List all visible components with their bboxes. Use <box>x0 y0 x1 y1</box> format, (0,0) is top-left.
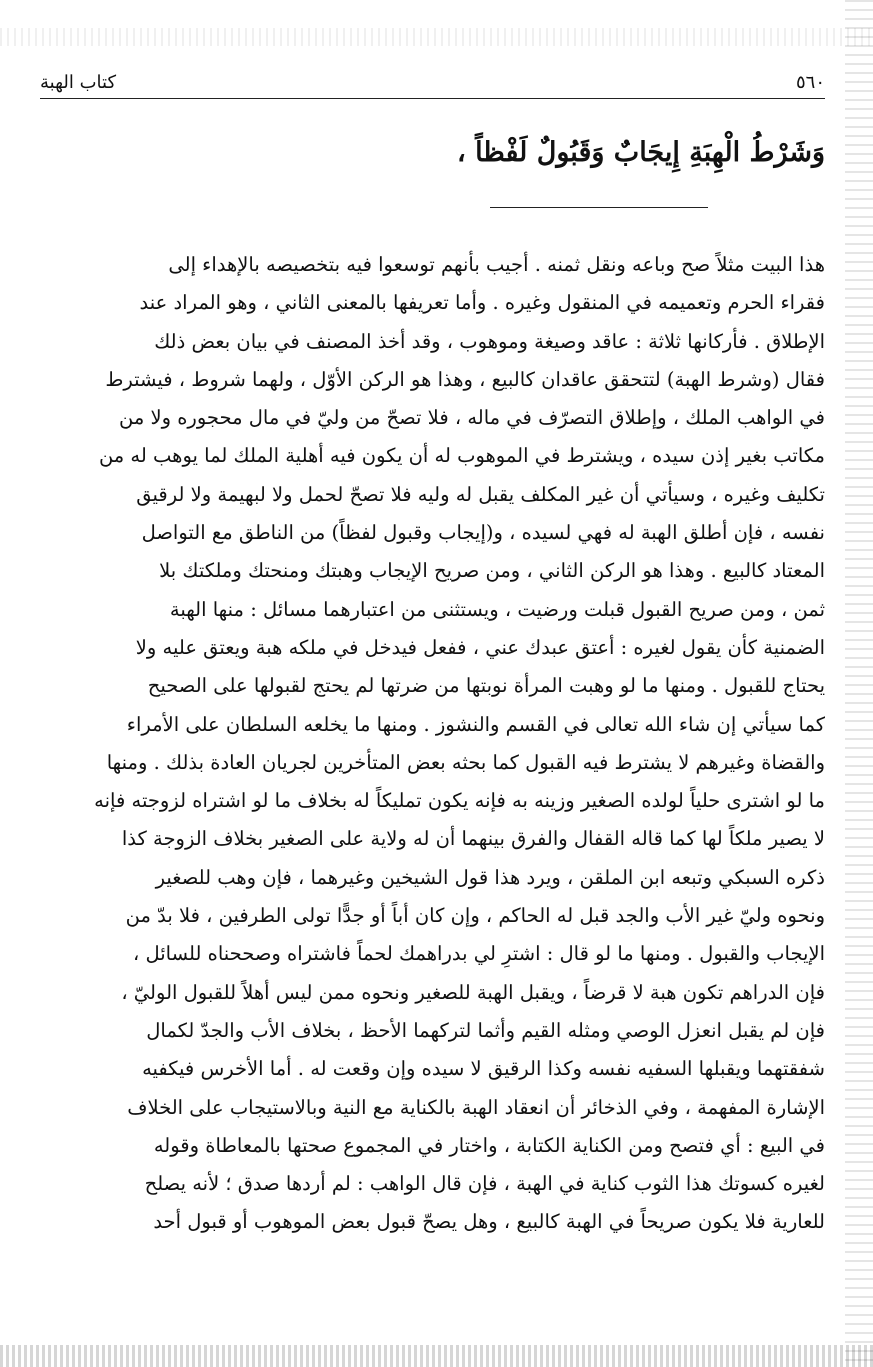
commentary-line: والقضاة وغيرهم لا يشترط فيه القبول كما بحثه بعض المتأخرين لجريان العادة بذلك . ومنها <box>106 750 825 774</box>
commentary-line: الإيجاب والقبول . ومنها ما لو قال : اشترِ لي بدراهمك لحماً فاشتراه وصححناه للسائل ، <box>133 942 825 966</box>
commentary-line: الضمنية كأن يقول لغيره : أعتق عبدك عني ، ففعل فيدخل في ملكه هبة ويعتق عليه ولا <box>135 635 825 659</box>
commentary-line: فقال (وشرط الهبة) لتتحقق عاقدان كالبيع ، وهذا هو الركن الأوّل ، ولهما شروط ، فيشترط <box>105 367 825 391</box>
page-number: ٥٦٠ <box>795 72 825 93</box>
commentary-line: تكليف وغيره ، وسيأتي أن غير المكلف يقبل له وليه فلا تصحّ لحمل ولا لبهيمة ولا لرقيق <box>136 482 825 506</box>
book-page <box>40 0 825 1367</box>
commentary-line: في البيع : أي فتصح ومن الكناية الكتابة ، واختار في المجموع صحتها بالمعاطاة وقوله <box>153 1133 825 1157</box>
commentary-line: مكاتب بغير إذن سيده ، ويشترط في الموهوب له أن يكون فيه أهلية الملك لما يوهب له من <box>98 444 825 468</box>
commentary-line: كما سيأتي إن شاء الله تعالى في القسم والنشوز . ومنها ما يخلعه السلطان على الأمراء <box>126 712 825 736</box>
scan-edge-right <box>845 0 873 1367</box>
commentary-line: نفسه ، فإن أطلق الهبة له فهي لسيده ، و(إيجاب وقبول لفظاً) من الناطق مع التواصل <box>141 521 825 545</box>
running-title: كتاب الهبة <box>40 72 117 93</box>
commentary-line: للعارية فلا يكون صريحاً في الهبة كالبيع ، وهل يصحّ قبول بعض الموهوب أو قبول أحد <box>153 1210 825 1234</box>
running-head <box>40 70 825 98</box>
commentary-line: المعتاد كالبيع . وهذا هو الركن الثاني ، ومن صريح الإيجاب وهبتك ومنحتك وملكتك بلا <box>159 559 825 583</box>
commentary-line: الإطلاق . فأركانها ثلاثة : عاقد وصيغة وموهوب ، وقد أخذ المصنف في بيان بعض ذلك <box>154 329 825 353</box>
commentary-line: في الواهب الملك ، وإطلاق التصرّف في ماله ، فلا تصحّ من وليّ في مال محجوره ولا من <box>118 406 825 430</box>
separator-rule <box>490 207 708 208</box>
commentary <box>40 246 825 1242</box>
commentary-line: ثمن ، ومن صريح القبول قبلت ورضيت ، ويستثنى من اعتبارهما مسائل : منها الهبة <box>169 597 825 621</box>
commentary-line: لغيره كسوتك هذا الثوب كناية في الهبة ، فإن قال الواهب : لم أردها صدق ؛ لأنه يصلح <box>144 1172 825 1196</box>
matn-text: وَشَرْطُ الْهِبَةِ إِيجَابٌ وَقَبُولٌ لَفْظاً ، <box>456 137 825 168</box>
commentary-line: هذا البيت مثلاً صح وباعه ونقل ثمنه . أجيب بأنهم توسعوا فيه بتخصيصه بالإهداء إلى <box>168 253 825 276</box>
commentary-line: فقراء الحرم وتعميمه في المنقول وغيره . وأما تعريفها بالمعنى الثاني ، وهو المراد عند <box>139 291 825 315</box>
commentary-line: ونحوه وليّ غير الأب والجد قبل له الحاكم ، وإن كان أباً أو جدًّا تولى الطرفين ، فلا بدّ من <box>125 904 825 928</box>
commentary-line: فإن الدراهم تكون هبة لا قرضاً ، ويقبل الهبة للصغير ونحوه ممن ليس أهلاً للقبول الوليّ ، <box>121 980 825 1004</box>
commentary-line: فإن لم يقبل انعزل الوصي ومثله القيم وأثما لتركهما الأحظ ، بخلاف الأب والجدّ لكمال <box>146 1018 825 1042</box>
commentary-line: ما لو اشترى حلياً لولده الصغير وزينه به فإنه يكون تمليكاً له بخلاف ما لو اشتراه لزوجته فإنه <box>94 789 825 813</box>
commentary-line: ذكره السبكي وتبعه ابن الملقن ، ويرد هذا قول الشيخين وغيرهما ، فإن وهب للصغير <box>155 865 825 889</box>
header-rule <box>40 98 825 99</box>
commentary-line: يحتاج للقبول . ومنها ما لو وهبت المرأة نوبتها من ضرتها لم يحتج لقبولها على الصحيح <box>147 674 825 698</box>
commentary-line: لا يصير ملكاً لها كما قاله القفال والفرق بينهما أن له ولاية على الصغير بخلاف الزوجة كذا <box>121 827 825 851</box>
commentary-line: شفقتهما ويقبلها السفيه نفسه وكذا الرقيق لا سيده وإن وقعت له . أما الأخرس فيكفيه <box>142 1057 825 1081</box>
commentary-line: الإشارة المفهمة ، وفي الذخائر أن انعقاد الهبة بالكناية مع النية وبالاستيجاب على الخلاف <box>127 1095 825 1119</box>
